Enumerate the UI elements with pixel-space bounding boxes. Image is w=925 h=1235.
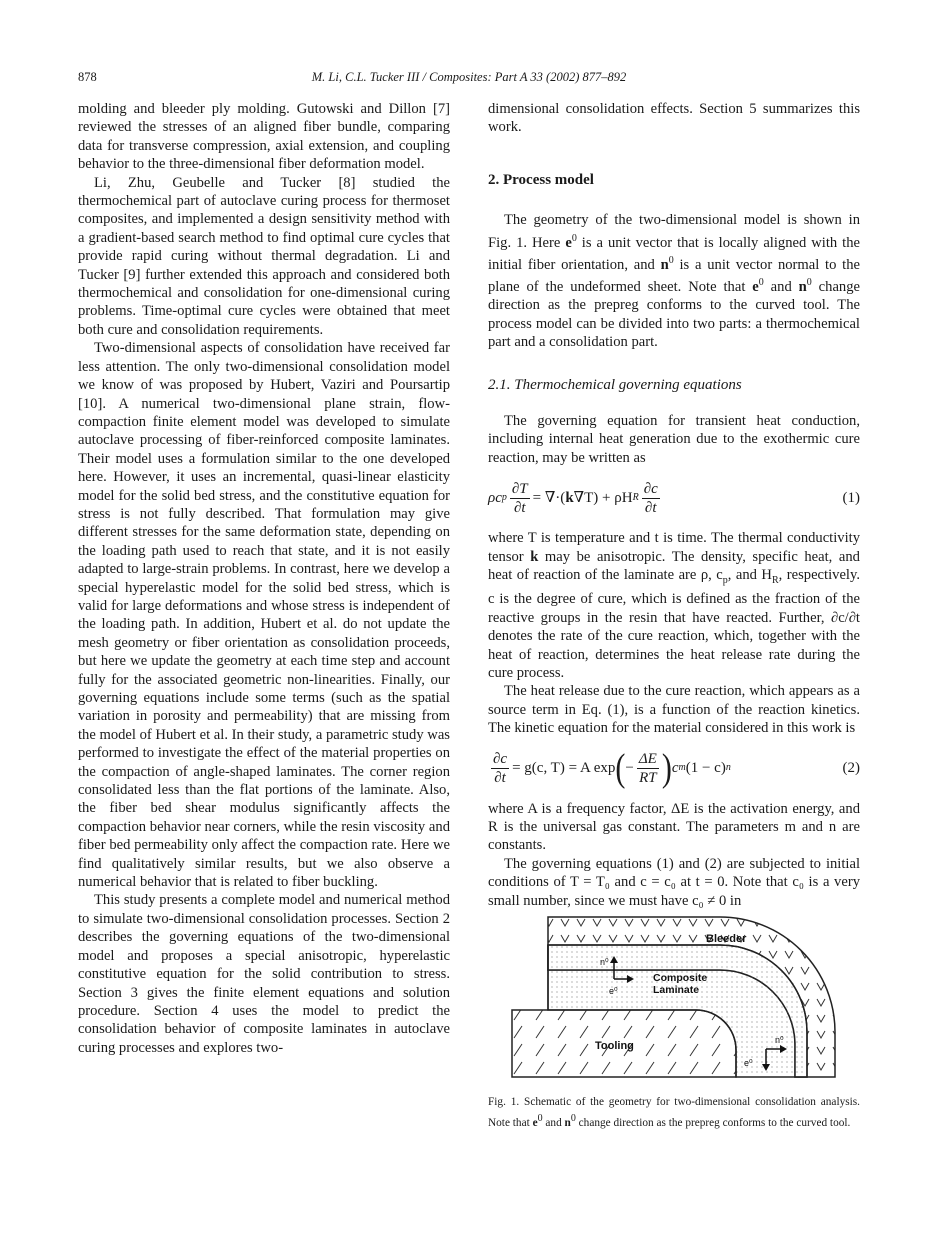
paragraph: The heat release due to the cure reaction, which appears as a source term in Eq. (1), is a function of the reaction kinetics. The kinetic equation for the material considered in this work is: [488, 683, 860, 737]
paragraph: Two-dimensional aspects of consolidation have received far less attention. The only two-dimensional consolidation model we know of was proposed by Hubert, Vaziri and Poursartip [10]. A numerical two-dimensional plane strain, flow-compaction finite element model was developed to simulate autoclave processing of fiber-reinforced composite laminates. Their model uses a formulation similar to the one developed here. However, it uses an incremental, quasi-linear elasticity model for the solid bed stress, and the constitutive equation for stress is not fully described. That formulation may give different stresses for the same deformation state, depending on the loading path used to reach that state, and it is not easily adapted to large-strain problems. In contrast, here we develop a special hyperelastic model for the solid bed stress, which is valid for large deformations and whose stress is independent of the loading path. In addition, Hubert et al. do not update the mesh geometry or fiber orientation as consolidation proceeds, but here we update the geometry at each time step and account fully for the associated geometric non-linearities. Finally, our governing equations include some terms (such as the spatial variation in porosity and permeability) that are missing from the model of Hubert et al. In their study, a parametric study was performed to investigate the effect of the material properties on the compaction of angle-shaped laminates. The corner region consolidated less than the flat portions of the laminate. Also, the fiber bed shear modulus significantly affects the compaction behavior near corners, while the resin viscosity and fiber bed permeability only affect the compaction rate. Here we find qualitatively similar results, but we also observe a numerical behavior that is related to fiber buckling.: [78, 340, 450, 891]
equation-number: (2): [842, 760, 860, 777]
paragraph: This study presents a complete model and numerical method to simulate two-dimensional consolidation processes. Section 2 describes the governing equations of the two-dimensional model and proposes a special anisotropic, hyperelastic constitutive equation for the solid contribution to stress. Section 3 gives the finite element equations and solution procedure. Section 4 uses the model to predict the consolidation behavior of composite laminates in autoclave curing processes and explores two-: [78, 892, 450, 1056]
left-column: [78, 100, 450, 1057]
page-number: 878: [78, 70, 97, 84]
paragraph: molding and bleeder ply molding. Gutowski and Dillon [7] reviewed the stresses of an aligned fiber bundle, comparing data for transverse compression, axial extension, and coupling behavior to the three-dimensional fiber deformation model.: [78, 101, 450, 173]
tooling-label: Tooling: [595, 1040, 634, 1052]
paragraph: where A is a frequency factor, ΔE is the activation energy, and R is the universal gas constant. The parameters m and n are constants.: [488, 800, 860, 854]
subsection-title: 2.1. Thermochemical governing equations: [488, 376, 742, 393]
bleeder-label: Bleeder: [706, 933, 747, 945]
paragraph: dimensional consolidation effects. Section 5 summarizes this work.: [488, 101, 860, 136]
paragraph: The governing equations (1) and (2) are subjected to initial conditions of T = T₀ and c = c₀ at t = 0. Note that c₀ is a very small number, since we must have c₀ ≠ 0 in: [488, 855, 860, 909]
n0-label: n⁰: [775, 1035, 784, 1045]
paragraph: where T is temperature and t is time. The thermal conductivity tensor k may be anisotropic. The density, specific heat, and heat of reaction of the laminate are ρ, $c_p$, and $H_R$, respectively. c is the degree of cure, which is defined as the fraction of the reactive groups in the resin that have reacted. Further, ∂c/∂t denotes the rate of the cure reaction, which, together with the heat of reaction, determines the heat release rate during the cure process.: [488, 530, 860, 682]
right-column: [488, 100, 860, 910]
page-header: [78, 70, 860, 88]
paragraph: The governing equation for transient heat conduction, including internal heat generation due to the exothermic cure reaction, may be written as: [488, 413, 860, 466]
paragraph: Li, Zhu, Geubelle and Tucker [8] studied the thermochemical part of autoclave curing process for thermoset composites, and implemented a design sensitivity method with a gradient-based search method to find optimal cure cycles that provide rapid curing without thermal degradation. Li and Tucker [9] further extended this approach and considered both thermochemical and consolidation for one-dimensional curing problems. Time-optimal cure cycles were obtained that meet both cure and consolidation requirements.: [78, 174, 450, 338]
figure-caption: Fig. 1. Schematic of the geometry for two-dimensional consolidation analysis. Note that $e^0$ and $n^0$ change direction as the prepreg conforms to the curved tool.: [488, 1096, 860, 1129]
paragraph: The geometry of the two-dimensional model is shown in Fig. 1. Here $e^0$ is a unit vector that is locally aligned with the initial fiber orientation, and $n^0$ is a unit vector normal to the plane of the undeformed sheet. Note that $e^0$ and $n^0$ change direction as the prepreg conforms to the curved tool. The process model can be divided into two parts: a thermochemical part and a consolidation part.: [488, 212, 860, 351]
n0-label: n⁰: [600, 957, 609, 967]
section-title: 2. Process model: [488, 171, 594, 188]
e0-label: e⁰: [609, 986, 618, 996]
equation-2: $\frac{\partial c}{\partial t}$ = g(c, T) = A exp ( − $\frac{\Delta E}{RT}$ ) c m (1 − c) n (2): [488, 744, 860, 794]
equation-number: (1): [842, 490, 860, 507]
composite-label: Composite: [653, 972, 708, 984]
e0-label: e⁰: [744, 1058, 753, 1068]
running-head: M. Li, C.L. Tucker III / Composites: Part A 33 (2002) 877–892: [311, 70, 627, 84]
laminate-label: Laminate: [653, 984, 700, 996]
figure-1-schematic: [510, 915, 840, 1085]
equation-1: ρc p $\frac{\partial T}{\partial t}$ = ∇·( k ∇T) + ρH R $\frac{\partial c}{\partial t}$ (1): [488, 473, 860, 523]
